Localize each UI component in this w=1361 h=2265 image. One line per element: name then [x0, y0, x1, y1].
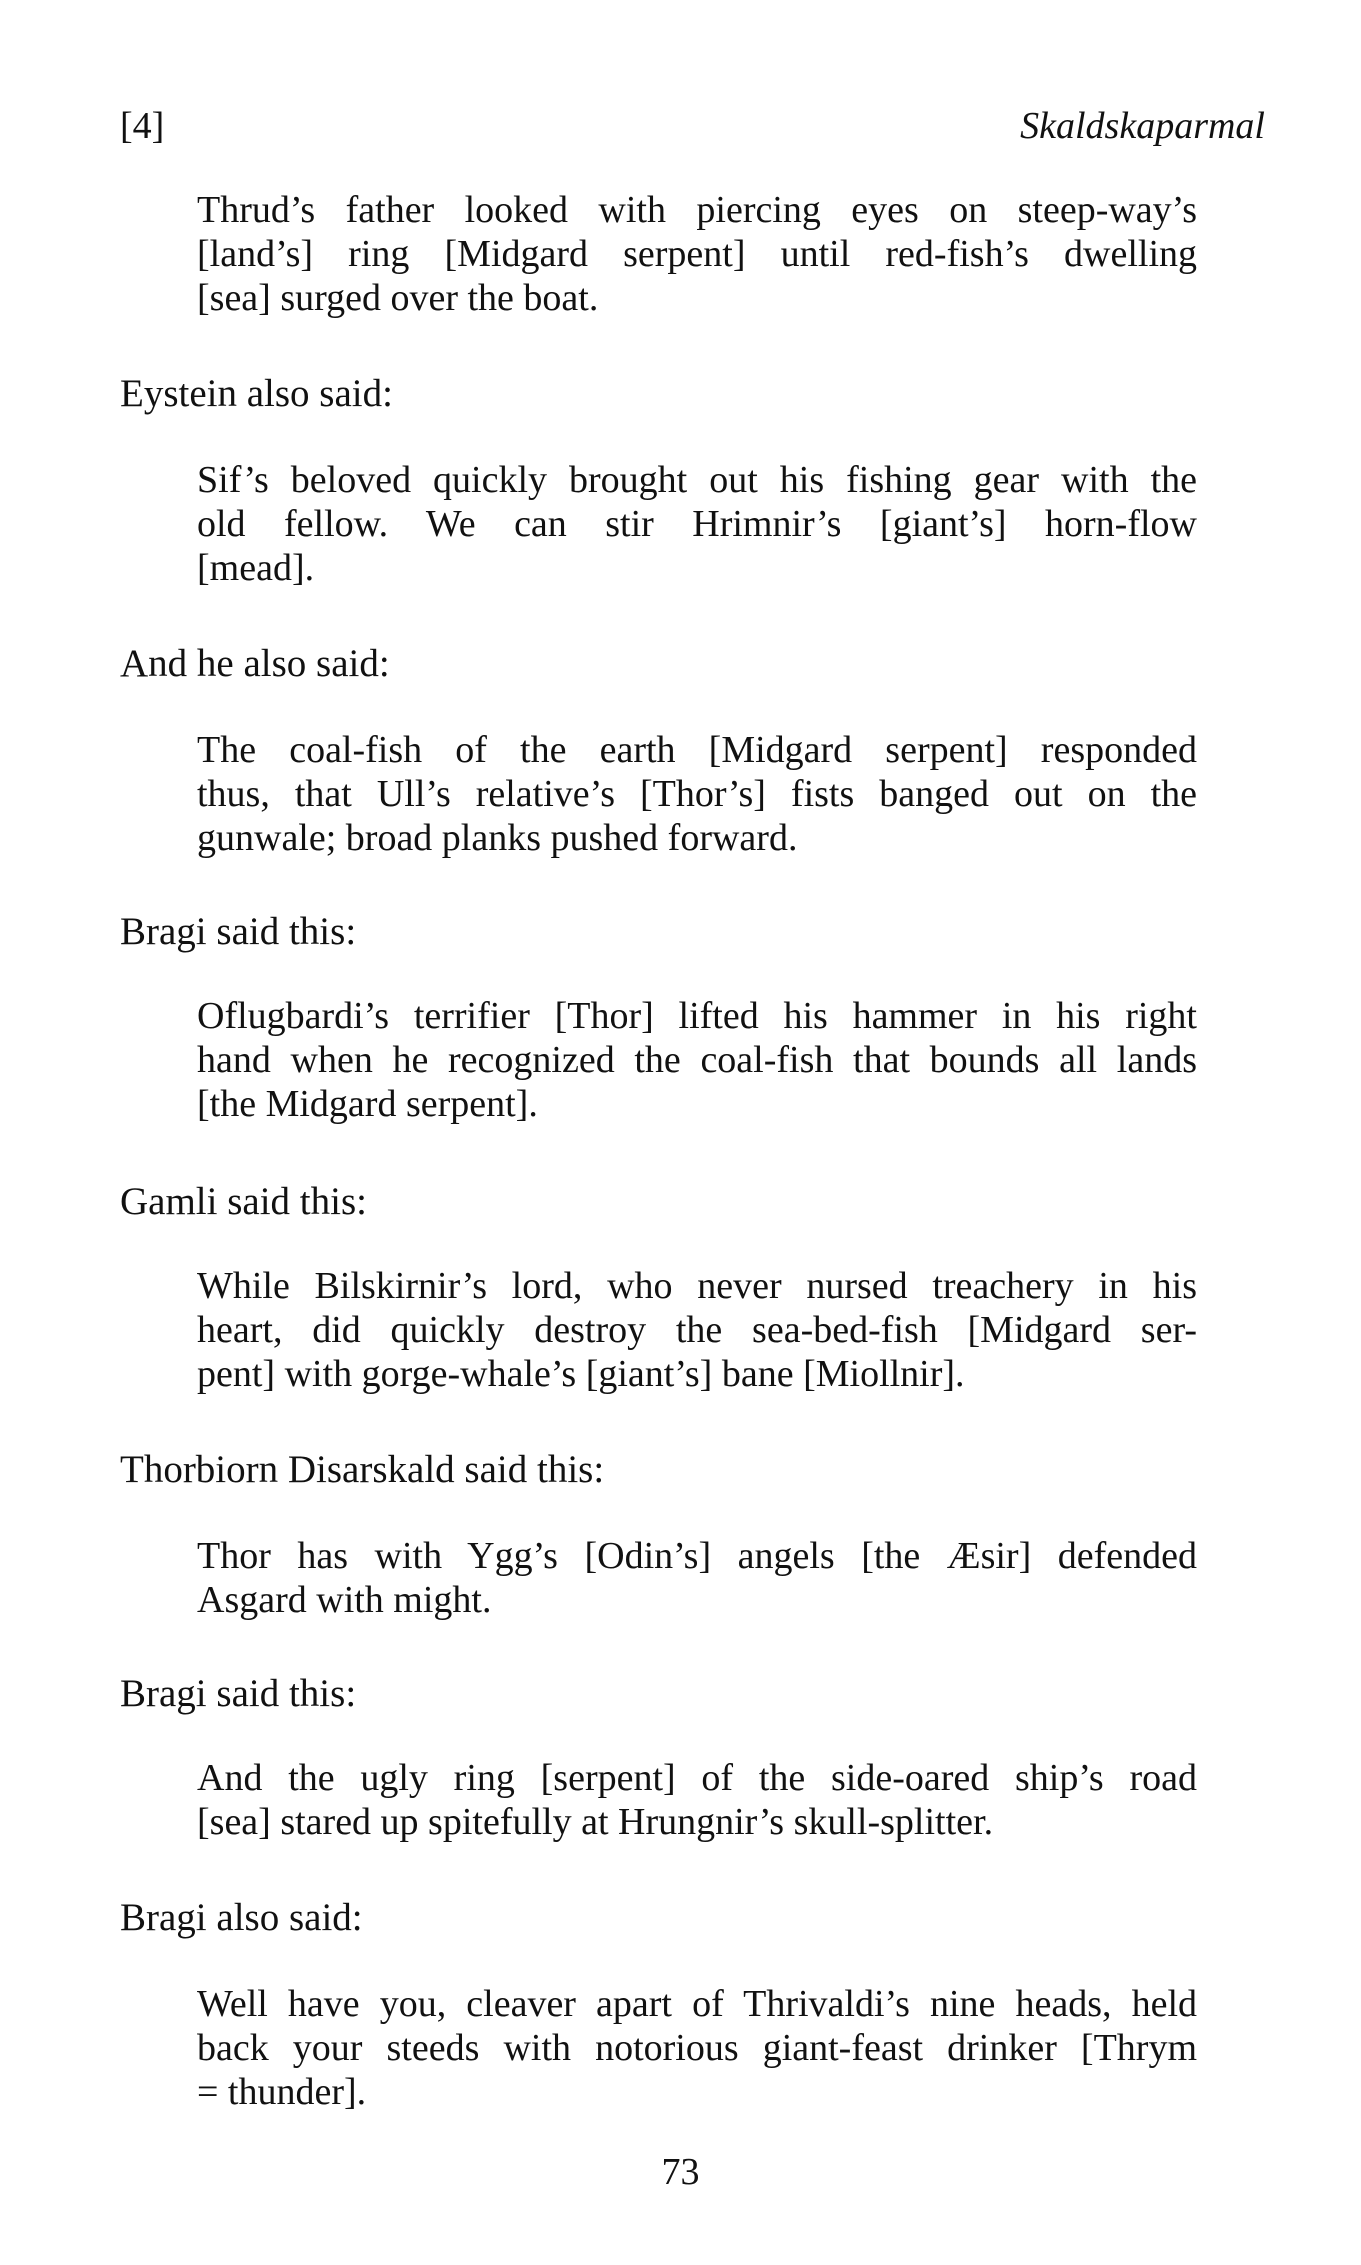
quote-line: Well have you, cleaver apart of Thrivaldi’s nine heads, held — [197, 1983, 1197, 2025]
quote-line: Thrud’s father looked with piercing eyes on steep-way’s — [197, 189, 1197, 231]
page-number: 73 — [661, 2151, 700, 2193]
verse-quote-oflugbardi — [197, 994, 1197, 1126]
quote-line: Asgard with might. — [197, 1579, 492, 1621]
speaker-intro-eystein: Eystein also said: — [120, 372, 393, 415]
quote-line: thus, that Ull’s relative’s [Thor’s] fists banged out on the — [197, 773, 1197, 815]
quote-line: = thunder]. — [197, 2071, 367, 2113]
verse-quote-ugly-ring — [197, 1756, 1197, 1844]
quote-line: gunwale; broad planks pushed forward. — [197, 817, 798, 859]
quote-line: While Bilskirnir’s lord, who never nursed treachery in his — [197, 1265, 1197, 1307]
quote-line: The coal-fish of the earth [Midgard serpent] responded — [197, 729, 1197, 771]
running-header — [120, 104, 1265, 154]
verse-quote-bilskirnir — [197, 1264, 1197, 1396]
quote-line: back your steeds with notorious giant-feast drinker [Thrym — [197, 2027, 1197, 2069]
speaker-intro-bragi: Bragi said this: — [120, 1672, 357, 1715]
quote-line: Sif’s beloved quickly brought out his fishing gear with the — [197, 459, 1197, 501]
speaker-intro-thorbiorn: Thorbiorn Disarskald said this: — [120, 1448, 605, 1491]
running-title: Skaldskaparmal — [1020, 105, 1265, 147]
verse-quote-thor-asgard — [197, 1534, 1197, 1622]
speaker-intro-gamli: Gamli said this: — [120, 1180, 367, 1223]
quote-line: [mead]. — [197, 547, 315, 589]
verse-quote-thruds-father — [197, 188, 1197, 320]
verse-quote-sifs-beloved — [197, 458, 1197, 590]
verse-quote-coal-fish — [197, 728, 1197, 860]
quote-line: And the ugly ring [serpent] of the side-oared ship’s road — [197, 1757, 1197, 1799]
section-number: [4] — [120, 105, 165, 147]
quote-line: [the Midgard serpent]. — [197, 1083, 538, 1125]
quote-line: [sea] surged over the boat. — [197, 277, 599, 319]
quote-line: old fellow. We can stir Hrimnir’s [giant’s] horn-flow — [197, 503, 1197, 545]
verse-quote-thrivaldi — [197, 1982, 1197, 2114]
quote-line: pent] with gorge-whale’s [giant’s] bane [Miollnir]. — [197, 1353, 965, 1395]
quote-line: hand when he recognized the coal-fish that bounds all lands — [197, 1039, 1197, 1081]
quote-line: [land’s] ring [Midgard serpent] until red-fish’s dwelling — [197, 233, 1197, 275]
quote-line: [sea] stared up spitefully at Hrungnir’s skull-splitter. — [197, 1801, 994, 1843]
quote-line: Thor has with Ygg’s [Odin’s] angels [the Æsir] defended — [197, 1535, 1197, 1577]
quote-line: Oflugbardi’s terrifier [Thor] lifted his hammer in his right — [197, 995, 1197, 1037]
speaker-intro-and-he: And he also said: — [120, 642, 390, 685]
speaker-intro-bragi: Bragi said this: — [120, 910, 357, 953]
quote-line: heart, did quickly destroy the sea-bed-fish [Midgard ser- — [197, 1309, 1197, 1351]
speaker-intro-bragi-also: Bragi also said: — [120, 1896, 363, 1939]
